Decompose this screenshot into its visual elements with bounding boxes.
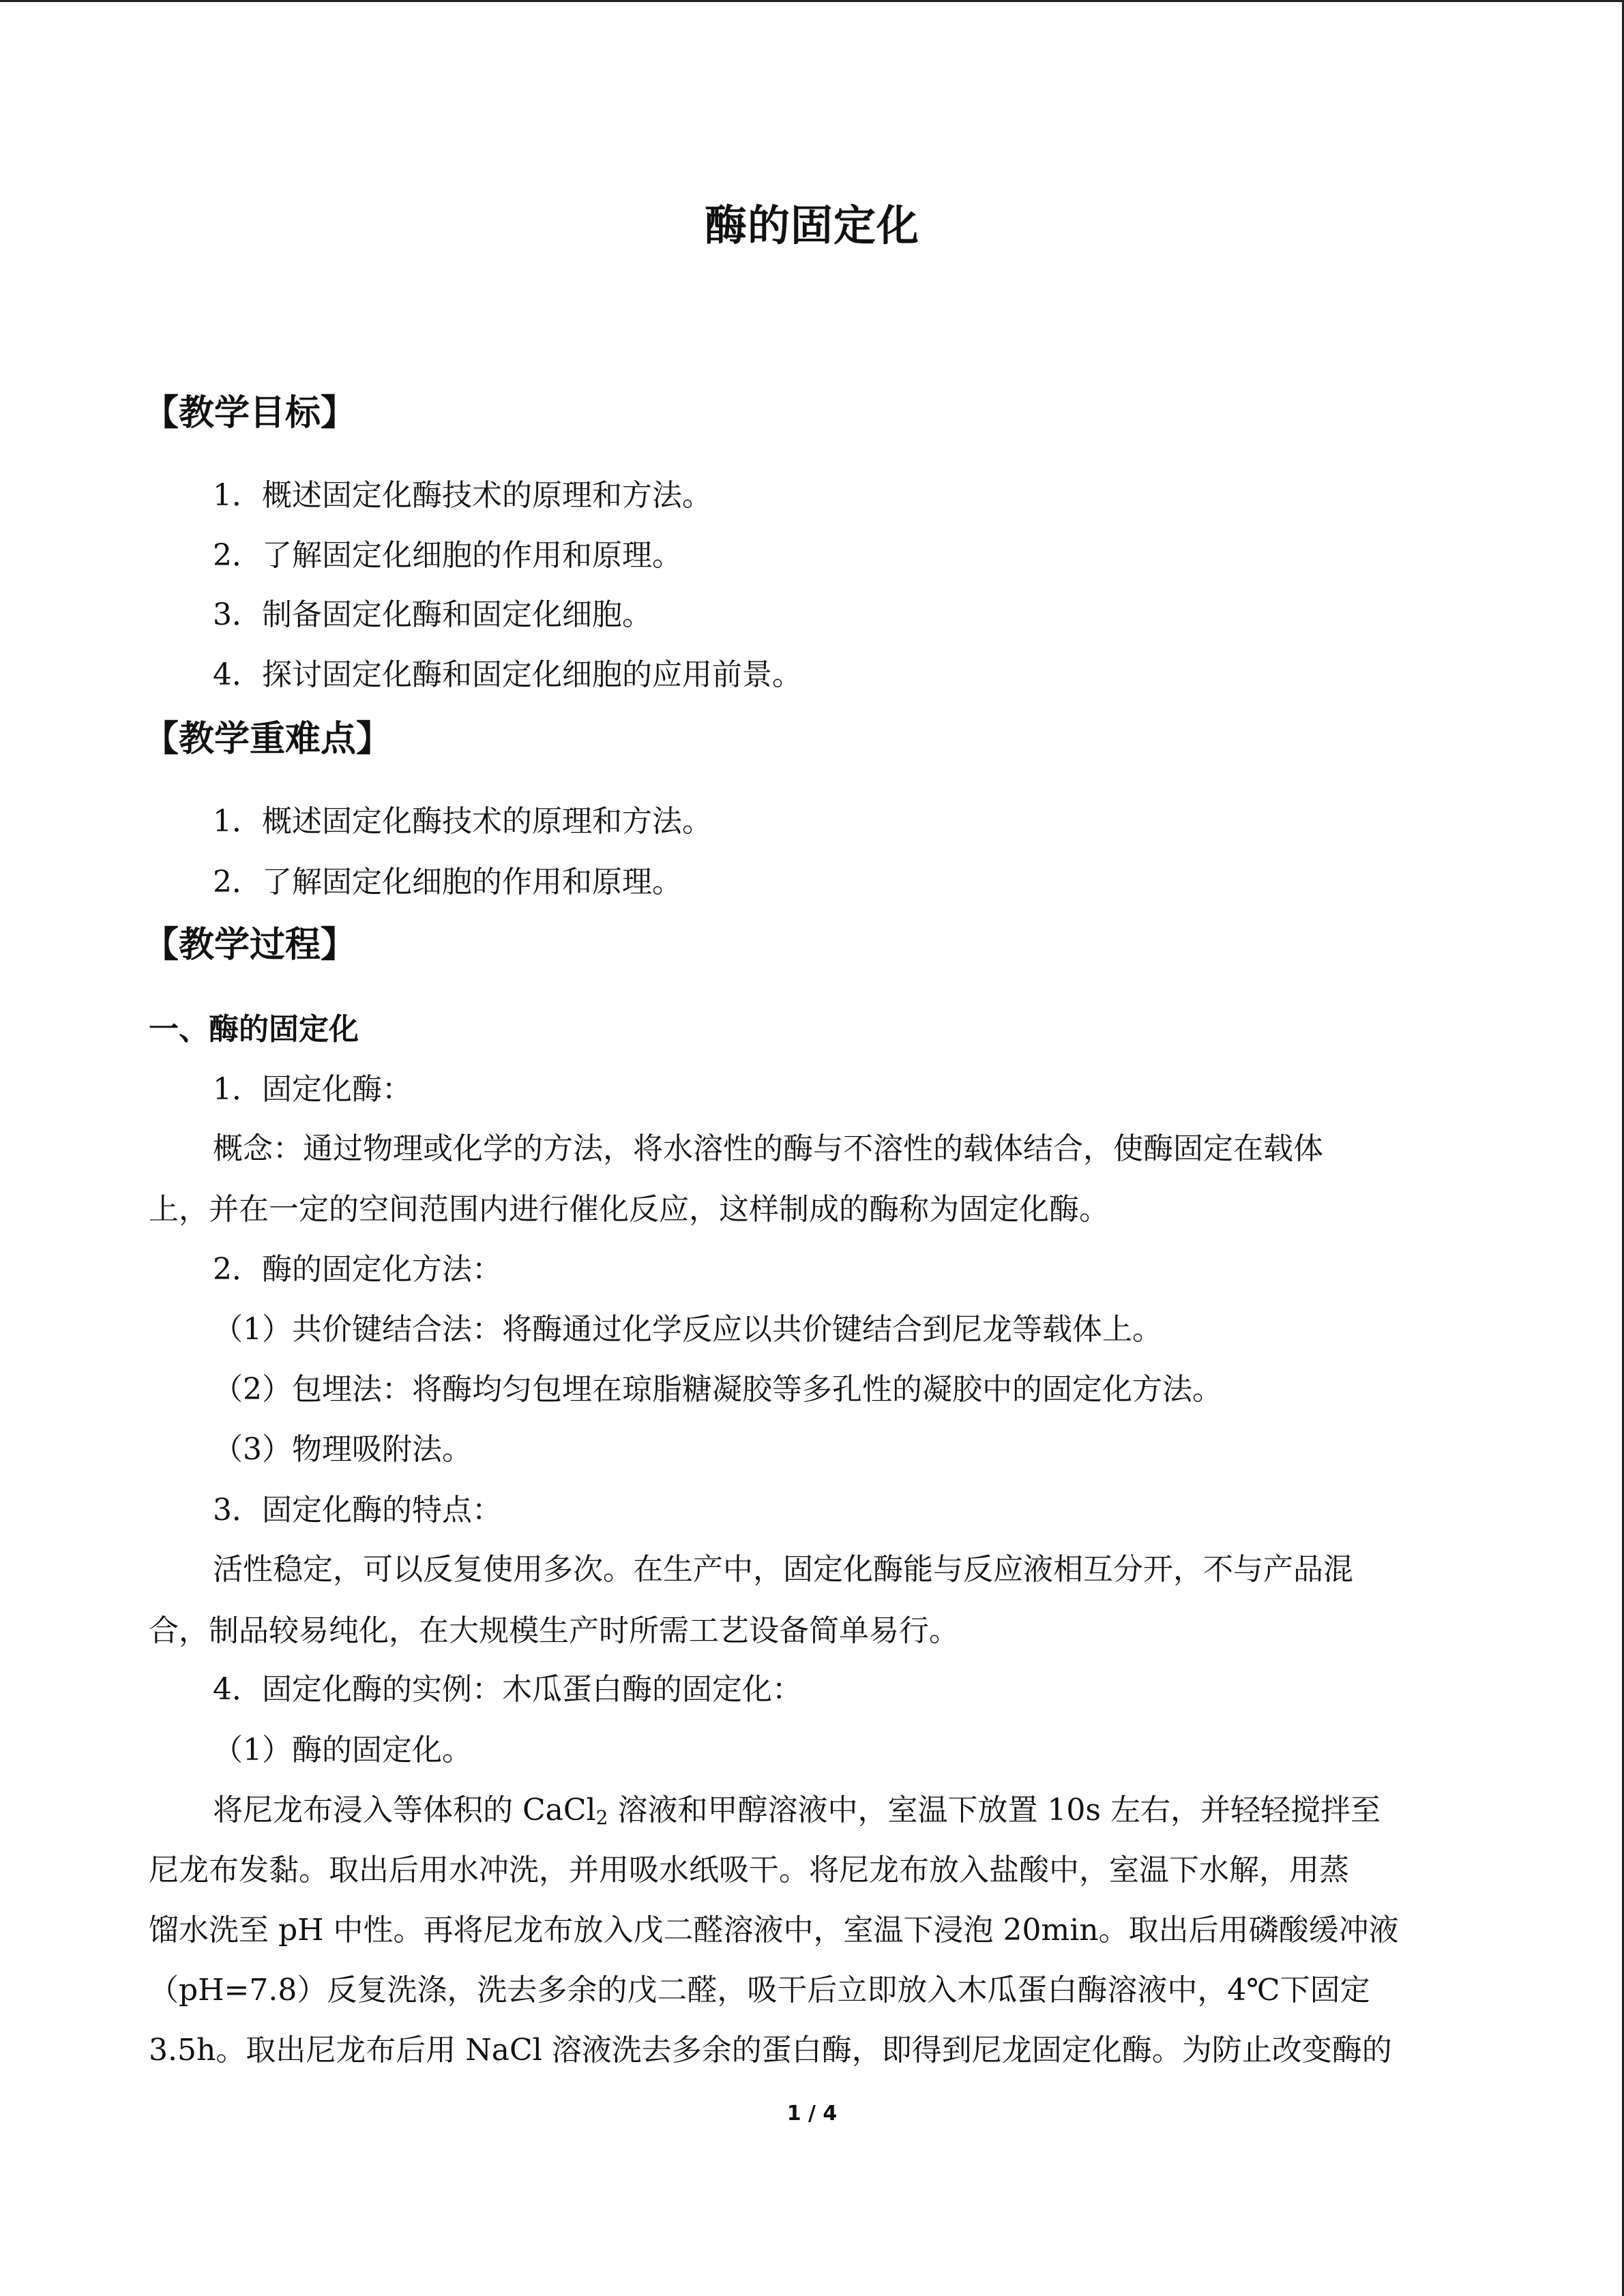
example-label: 4．固定化酶的实例：木瓜蛋白酶的固定化： (213, 1672, 802, 1707)
document-title: 酶的固定化 (704, 200, 919, 250)
goal-item: 3．制备固定化酶和固定化细胞。 (213, 597, 652, 632)
key-point-item: 2．了解固定化细胞的作用和原理。 (213, 865, 682, 899)
part1-title: 一、酶的固定化 (149, 1012, 359, 1047)
procedure-text-part: 将尼龙布浸入等体积的 CaCl (213, 1793, 596, 1828)
goal-item: 2．了解固定化细胞的作用和原理。 (213, 538, 682, 573)
procedure-text: 3.5h。取出尼龙布后用 NaCl 溶液洗去多余的蛋白酶，即得到尼龙固定化酶。为防止改变酶的 (149, 2033, 1392, 2068)
features-text: 活性稳定，可以反复使用多次。在生产中，固定化酶能与反应液相互分开，不与产品混 (213, 1552, 1353, 1587)
procedure-text: （pH=7.8）反复洗涤，洗去多余的戊二醛，吸干后立即放入木瓜蛋白酶溶液中，4℃下固定 (149, 1973, 1370, 2008)
concept-text: 概念：通过物理或化学的方法，将水溶性的酶与不溶性的载体结合，使酶固定在载体 (213, 1131, 1323, 1166)
page-number: 1 / 4 (786, 2102, 838, 2126)
key-point-item: 1．概述固定化酶技术的原理和方法。 (213, 804, 712, 839)
procedure-text (213, 1793, 1550, 1829)
methods-label: 2．酶的固定化方法： (213, 1252, 502, 1287)
subscript: 2 (595, 1806, 608, 1829)
procedure-text: 馏水洗至 pH 中性。再将尼龙布放入戊二醛溶液中，室温下浸泡 20min。取出后用磷酸缓冲液 (149, 1913, 1399, 1948)
process-heading: 【教学过程】 (143, 925, 357, 966)
procedure-text-part: 溶液和甲醇溶液中，室温下放置 10s 左右，并轻轻搅拌至 (608, 1793, 1381, 1828)
example-subheading: （1）酶的固定化。 (213, 1733, 472, 1768)
features-label: 3．固定化酶的特点： (213, 1493, 502, 1527)
method-item: （2）包埋法：将酶均匀包埋在琼脂糖凝胶等多孔性的凝胶中的固定化方法。 (213, 1372, 1222, 1407)
goals-heading: 【教学目标】 (143, 393, 357, 434)
procedure-text: 尼龙布发黏。取出后用水冲洗，并用吸水纸吸干。将尼龙布放入盐酸中，室温下水解，用蒸 (149, 1853, 1349, 1888)
goal-item: 1．概述固定化酶技术的原理和方法。 (213, 478, 712, 513)
key-points-heading: 【教学重难点】 (143, 719, 392, 760)
immobilized-enzyme-label: 1．固定化酶： (213, 1072, 412, 1107)
method-item: （3）物理吸附法。 (213, 1432, 472, 1467)
concept-text: 上，并在一定的空间范围内进行催化反应，这样制成的酶称为固定化酶。 (149, 1192, 1109, 1227)
method-item: （1）共价键结合法：将酶通过化学反应以共价键结合到尼龙等载体上。 (213, 1312, 1162, 1347)
page-border-top (0, 0, 1624, 2)
goal-item: 4．探讨固定化酶和固定化细胞的应用前景。 (213, 657, 802, 692)
features-text: 合，制品较易纯化，在大规模生产时所需工艺设备简单易行。 (149, 1613, 959, 1648)
